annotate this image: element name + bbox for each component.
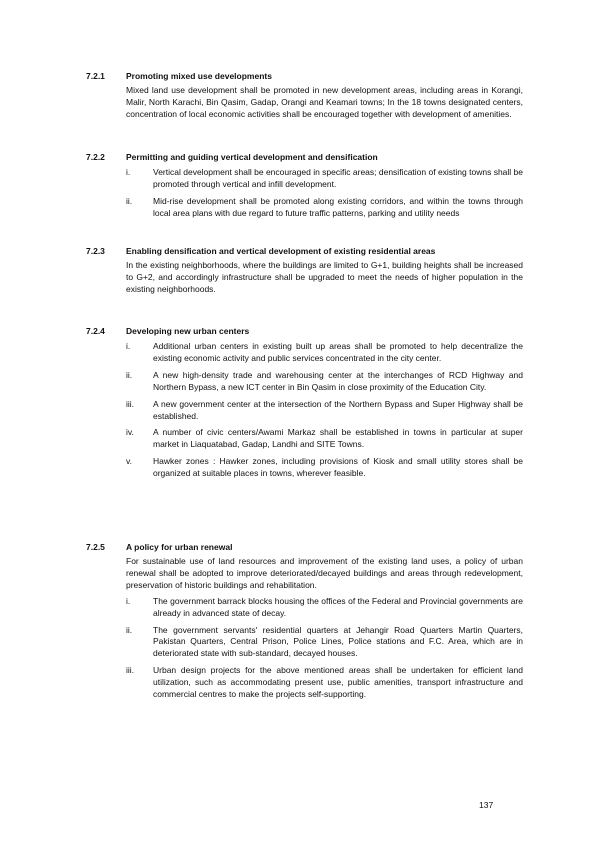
list-marker: ii. [126, 624, 133, 635]
list-item [126, 370, 523, 394]
section-number: 7.2.2 [86, 152, 105, 162]
list-item-text: Hawker zones : Hawker zones, including provisions of Kiosk and small utility stores shall be organized at suitable places in towns, wherever feasible. [153, 456, 523, 479]
list-item [126, 665, 523, 701]
section-number: 7.2.3 [86, 246, 105, 256]
numbered-list [126, 596, 523, 701]
list-marker: iv. [126, 427, 134, 438]
list-marker: i. [126, 167, 131, 177]
section-paragraph: For sustainable use of land resources and improvement of the existing land uses, a policy of urban renewal shall be adopted to improve deteriorated/decayed buildings and areas through redevelopment, preservation of historic buildings and rehabilitation. [126, 556, 523, 590]
list-item [126, 596, 523, 620]
section-number: 7.2.5 [86, 542, 105, 552]
list-marker: i. [126, 595, 131, 606]
section-title: Developing new urban centers [126, 326, 250, 336]
list-item [126, 196, 523, 220]
section-heading [86, 246, 523, 257]
section-heading [86, 71, 523, 82]
numbered-list [126, 341, 523, 480]
numbered-list [126, 167, 523, 220]
section-7-2-1 [86, 71, 523, 121]
list-item [126, 456, 523, 480]
section-title: Enabling densification and vertical development of existing residential areas [126, 246, 436, 256]
list-marker: i. [126, 341, 131, 351]
section-number: 7.2.4 [86, 326, 105, 336]
list-item [126, 625, 523, 661]
list-item-text: Additional urban centers in existing built up areas shall be promoted to help decentralize the existing economic activity and public services concentrated in the city center. [153, 341, 523, 363]
section-title: Permitting and guiding vertical development and densification [126, 152, 378, 162]
list-item-text: Urban design projects for the above mentioned areas shall be undertaken for efficient land utilization, such as accommodating present use, public amenities, transport infrastructure and commercial centres to make the projects self-supporting. [153, 665, 523, 700]
section-heading [86, 152, 523, 163]
section-heading [86, 326, 523, 337]
section-title: A policy for urban renewal [126, 542, 233, 552]
list-item-text: A new high-density trade and warehousing center at the interchanges of RCD Highway and Northern Bypass, a new ICT center in Bin Qasim in close proximity of the Education City. [153, 369, 523, 392]
list-marker: ii. [126, 195, 133, 206]
list-item-text: Vertical development shall be encouraged in specific areas; densification of existing towns shall be promoted through vertical and infill development. [153, 167, 523, 189]
section-paragraph: In the existing neighborhoods, where the buildings are limited to G+1, building heights shall be increased to G+2, and accordingly infrastructure shall be upgraded to meet the needs of higher population in the existing neighborhoods. [126, 260, 523, 294]
list-item-text: The government barrack blocks housing the offices of the Federal and Provincial governments are already in advanced state of decay. [153, 595, 523, 618]
list-item-text: A new government center at the intersection of the Northern Bypass and Super Highway shall be established. [153, 398, 523, 421]
list-item [126, 399, 523, 423]
list-item [126, 341, 523, 365]
section-paragraph: Mixed land use development shall be promoted in new development areas, including areas in Korangi, Malir, North Karachi, Bin Qasim, Gadap, Orangi and Keamari towns; In the 18 towns designated centers, concentration of local economic activities shall be encouraged together with development of amenities. [126, 85, 523, 119]
list-item-text: The government servants' residential quarters at Jehangir Road Quarters Martin Quarters, Pakistan Quarters, Central Prison, Police Lines, Police stations and F.C. Area, which are in deteriorated state with sub-standard, decayed houses. [153, 624, 523, 659]
list-marker: ii. [126, 369, 133, 380]
list-item [126, 427, 523, 451]
section-title: Promoting mixed use developments [126, 71, 272, 81]
section-7-2-5 [86, 542, 523, 706]
section-7-2-3 [86, 246, 523, 296]
list-marker: v. [126, 456, 132, 467]
page-number: 137 [479, 800, 494, 810]
list-item-text: Mid-rise development shall be promoted along existing corridors, and within the towns through local area plans with due regard to future traffic patterns, parking and utility needs [153, 195, 523, 218]
section-heading [86, 542, 523, 553]
list-item-text: A number of civic centers/Awami Markaz shall be established in towns in particular at super market in Liaquatabad, Gadap, Landhi and SITE Towns. [153, 427, 523, 450]
section-7-2-4 [86, 326, 523, 485]
section-number: 7.2.1 [86, 71, 105, 81]
list-item [126, 167, 523, 191]
section-7-2-2 [86, 152, 523, 225]
list-marker: iii. [126, 398, 135, 409]
list-marker: iii. [126, 665, 135, 676]
